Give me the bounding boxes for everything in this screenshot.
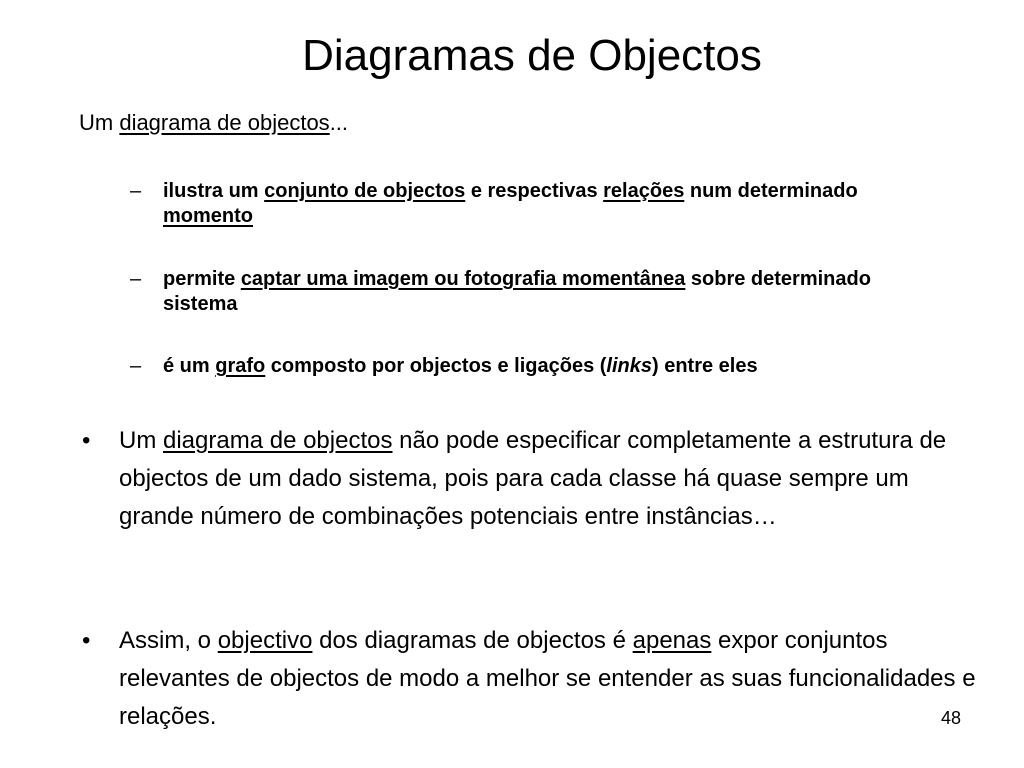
- text-run: expor conjuntos relevantes de objectos de modo a melhor se entender as suas funcionalidades e relações.: [119, 627, 976, 730]
- underlined-term: captar uma imagem ou fotografia momentânea: [240, 268, 686, 290]
- text-run: composto por objectos e ligações (: [265, 355, 607, 377]
- text-run: num determinado: [684, 180, 858, 202]
- text-run: e respectivas: [465, 180, 604, 202]
- text-run: sobre determinado sistema: [163, 268, 871, 315]
- bullet-text: [119, 622, 987, 736]
- italic-term: links: [606, 355, 652, 377]
- text-run: Assim, o: [119, 627, 218, 654]
- bullet-1: [82, 422, 987, 536]
- sub-item-3: [130, 354, 930, 379]
- sub-item-text: [163, 354, 930, 379]
- bullet-2: [82, 622, 987, 736]
- underlined-term: grafo: [215, 355, 266, 377]
- intro-term: diagrama de objectos: [119, 110, 330, 135]
- bullet-marker: •: [82, 427, 91, 454]
- bullet-text: [119, 422, 987, 536]
- underlined-term: diagrama de objectos: [163, 427, 393, 454]
- bullet-marker: •: [82, 627, 91, 654]
- page-number: 48: [940, 708, 961, 728]
- underlined-term: apenas: [632, 627, 712, 654]
- text-run: ilustra um: [163, 180, 265, 202]
- slide-title: Diagramas de Objectos: [302, 31, 762, 80]
- dash-marker: –: [130, 268, 142, 290]
- underlined-term: relações: [603, 180, 685, 202]
- dash-marker: –: [130, 180, 142, 202]
- underlined-term: momento: [163, 205, 253, 227]
- text-run: Um: [119, 427, 163, 454]
- text-run: permite: [163, 268, 241, 290]
- underlined-term: objectivo: [217, 627, 313, 654]
- text-run: é um: [163, 355, 216, 377]
- sub-item-2: [130, 267, 930, 317]
- sub-item-text: [163, 179, 930, 229]
- text-run: não pode especificar completamente a estrutura de objectos de um dado sistema, pois para cada classe há quase sempre um grande número de combinações potenciais entre instâncias…: [119, 427, 947, 530]
- underlined-term: conjunto de objectos: [264, 180, 466, 202]
- sub-item-1: [130, 179, 930, 229]
- intro-line: [79, 109, 348, 137]
- intro-suffix: ...: [329, 110, 349, 135]
- text-run: ) entre eles: [652, 355, 758, 377]
- intro-prefix: Um: [79, 110, 120, 135]
- text-run: dos diagramas de objectos é: [312, 627, 633, 654]
- sub-item-text: [163, 267, 930, 317]
- dash-marker: –: [130, 355, 142, 377]
